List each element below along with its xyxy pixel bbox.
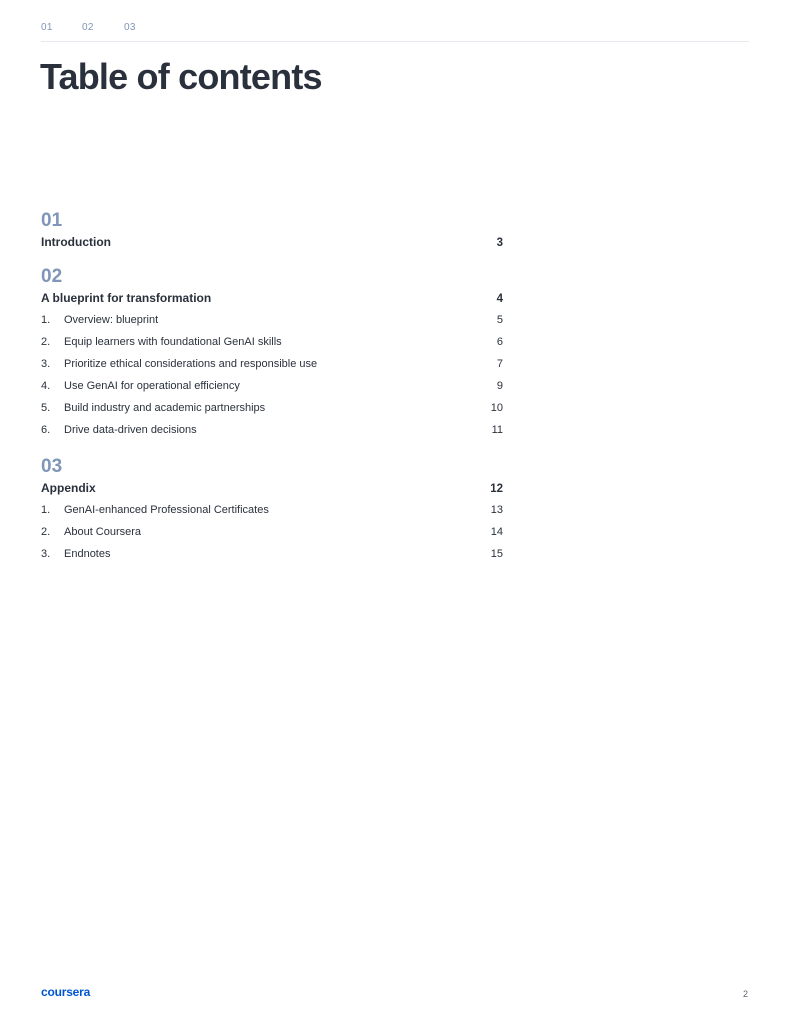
page-title: Table of contents xyxy=(40,56,322,97)
nav-link-01[interactable]: 01 xyxy=(41,22,53,33)
item-label[interactable]: Use GenAI for operational efficiency xyxy=(64,380,240,392)
item-index: 1. xyxy=(41,504,51,516)
item-label[interactable]: Drive data-driven decisions xyxy=(64,424,197,436)
item-index: 3. xyxy=(41,358,51,370)
item-page-number: 5 xyxy=(496,314,503,326)
section-heading-row[interactable] xyxy=(41,290,503,307)
coursera-logo: coursera xyxy=(41,985,91,999)
nav-link-03[interactable]: 03 xyxy=(124,22,136,33)
toc-item[interactable] xyxy=(41,309,503,331)
item-page-number: 13 xyxy=(490,504,503,516)
item-label[interactable]: Equip learners with foundational GenAI skills xyxy=(64,336,282,348)
nav-link-02[interactable]: 02 xyxy=(82,22,94,33)
item-label[interactable]: Overview: blueprint xyxy=(64,314,159,326)
toc-item[interactable] xyxy=(41,331,503,353)
toc-item[interactable] xyxy=(41,397,503,419)
toc-item[interactable] xyxy=(41,543,503,565)
toc-section-01 xyxy=(41,208,503,251)
item-page-number: 14 xyxy=(490,526,503,538)
section-title[interactable]: Appendix xyxy=(41,481,96,495)
section-items xyxy=(41,499,503,565)
section-page-number: 12 xyxy=(490,483,503,495)
item-label[interactable]: About Coursera xyxy=(64,526,142,538)
toc-item[interactable] xyxy=(41,375,503,397)
toc-item[interactable] xyxy=(41,521,503,543)
item-index: 2. xyxy=(41,336,51,348)
item-page-number: 6 xyxy=(496,336,503,348)
section-title[interactable]: Introduction xyxy=(41,235,111,249)
section-number: 03 xyxy=(41,456,63,477)
item-label[interactable]: Prioritize ethical considerations and responsible use xyxy=(64,358,318,370)
toc-section-02 xyxy=(41,264,503,441)
item-index: 3. xyxy=(41,548,51,560)
item-page-number: 11 xyxy=(491,424,503,436)
section-items xyxy=(41,309,503,441)
item-index: 4. xyxy=(41,380,51,392)
toc-item[interactable] xyxy=(41,419,503,441)
toc-section-03 xyxy=(41,454,503,565)
toc-item[interactable] xyxy=(41,353,503,375)
section-nav xyxy=(41,22,749,42)
item-label[interactable]: Build industry and academic partnerships xyxy=(64,402,266,414)
section-number: 01 xyxy=(41,210,63,231)
table-of-contents xyxy=(41,208,503,578)
section-page-number: 3 xyxy=(496,237,503,249)
section-heading-row[interactable] xyxy=(41,480,503,497)
item-page-number: 10 xyxy=(490,402,503,414)
section-heading-row[interactable] xyxy=(41,234,503,251)
section-title[interactable]: A blueprint for transformation xyxy=(41,291,212,305)
item-page-number: 15 xyxy=(490,548,503,560)
item-page-number: 9 xyxy=(496,380,503,392)
item-index: 2. xyxy=(41,526,51,538)
item-index: 1. xyxy=(41,314,51,326)
section-number: 02 xyxy=(41,266,63,287)
item-index: 5. xyxy=(41,402,51,414)
item-index: 6. xyxy=(41,424,51,436)
item-label[interactable]: Endnotes xyxy=(64,548,111,560)
toc-item[interactable] xyxy=(41,499,503,521)
section-page-number: 4 xyxy=(496,293,503,305)
item-page-number: 7 xyxy=(496,358,503,370)
page-number: 2 xyxy=(743,989,749,999)
item-label[interactable]: GenAI-enhanced Professional Certificates xyxy=(64,504,269,516)
